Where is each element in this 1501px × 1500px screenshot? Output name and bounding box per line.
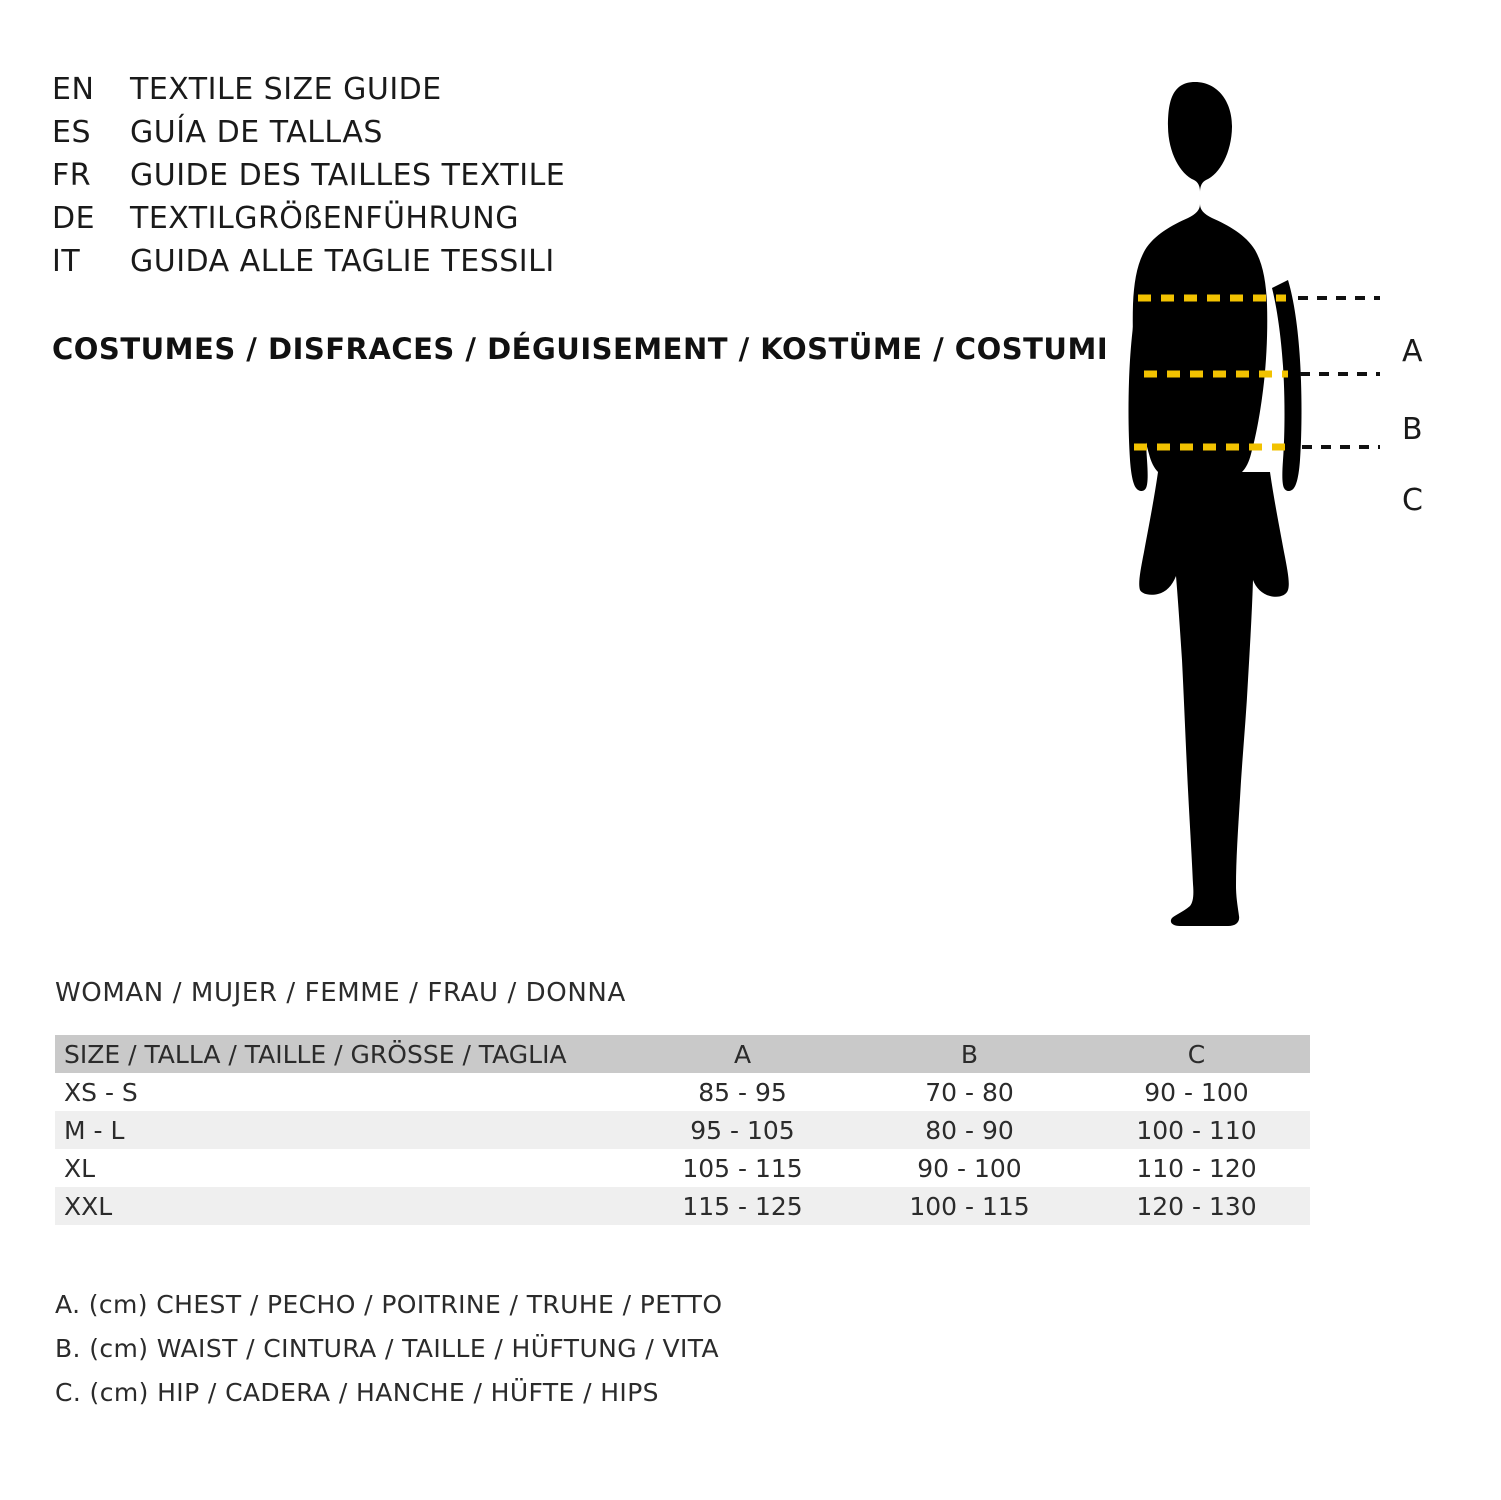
language-code-it: IT xyxy=(52,244,81,279)
legend-row-c: C. (cm) HIP / CADERA / HANCHE / HÜFTE / HIPS xyxy=(55,1378,659,1407)
table-cell-b: 90 - 100 xyxy=(856,1149,1083,1187)
table-header-row xyxy=(55,1035,1310,1073)
table-cell-b: 100 - 115 xyxy=(856,1187,1083,1225)
language-row-es xyxy=(52,115,1052,158)
table-caption: WOMAN / MUJER / FEMME / FRAU / DONNA xyxy=(55,978,626,1008)
table-cell-size: XXL xyxy=(55,1187,629,1225)
table-cell-a: 85 - 95 xyxy=(629,1073,856,1111)
language-title-list xyxy=(52,72,1052,287)
language-title-fr: GUIDE DES TAILLES TEXTILE xyxy=(130,158,566,193)
measure-label-a: A xyxy=(1402,334,1423,369)
table-cell-a: 105 - 115 xyxy=(629,1149,856,1187)
table-row xyxy=(55,1149,1310,1187)
table-cell-size: M - L xyxy=(55,1111,629,1149)
size-table xyxy=(55,1035,1310,1225)
table-cell-a: 95 - 105 xyxy=(629,1111,856,1149)
measure-label-c: C xyxy=(1402,483,1423,518)
table-cell-c: 120 - 130 xyxy=(1083,1187,1310,1225)
legend-row-b: B. (cm) WAIST / CINTURA / TAILLE / HÜFTUNG / VITA xyxy=(55,1334,720,1363)
measurement-legend xyxy=(55,1290,722,1422)
table-cell-b: 80 - 90 xyxy=(856,1111,1083,1149)
table-cell-c: 90 - 100 xyxy=(1083,1073,1310,1111)
table-header-a: A xyxy=(629,1035,856,1073)
table-cell-b: 70 - 80 xyxy=(856,1073,1083,1111)
table-row xyxy=(55,1073,1310,1111)
language-code-es: ES xyxy=(52,115,91,150)
category-heading: COSTUMES / DISFRACES / DÉGUISEMENT / KOSTÜME / COSTUMI xyxy=(52,332,1109,366)
table-row xyxy=(55,1111,1310,1149)
language-code-en: EN xyxy=(52,72,95,107)
table-cell-size: XL xyxy=(55,1149,629,1187)
language-row-en xyxy=(52,72,1052,115)
language-title-it: GUIDA ALLE TAGLIE TESSILI xyxy=(130,244,555,279)
language-row-fr xyxy=(52,158,1052,201)
language-code-de: DE xyxy=(52,201,96,236)
language-title-en: TEXTILE SIZE GUIDE xyxy=(130,72,442,107)
table-row xyxy=(55,1187,1310,1225)
language-title-de: TEXTILGRÖßENFÜHRUNG xyxy=(130,201,519,236)
table-header-c: C xyxy=(1083,1035,1310,1073)
measurement-figure xyxy=(1050,60,1470,930)
language-title-es: GUÍA DE TALLAS xyxy=(130,115,383,150)
table-cell-size: XS - S xyxy=(55,1073,629,1111)
measure-label-b: B xyxy=(1402,412,1423,447)
language-row-it xyxy=(52,244,1052,287)
language-row-de xyxy=(52,201,1052,244)
table-cell-a: 115 - 125 xyxy=(629,1187,856,1225)
table-cell-c: 100 - 110 xyxy=(1083,1111,1310,1149)
table-header-size: SIZE / TALLA / TAILLE / GRÖSSE / TAGLIA xyxy=(55,1035,629,1073)
table-cell-c: 110 - 120 xyxy=(1083,1149,1310,1187)
language-code-fr: FR xyxy=(52,158,92,193)
legend-row-a: A. (cm) CHEST / PECHO / POITRINE / TRUHE / PETTO xyxy=(55,1290,723,1319)
table-header-b: B xyxy=(856,1035,1083,1073)
